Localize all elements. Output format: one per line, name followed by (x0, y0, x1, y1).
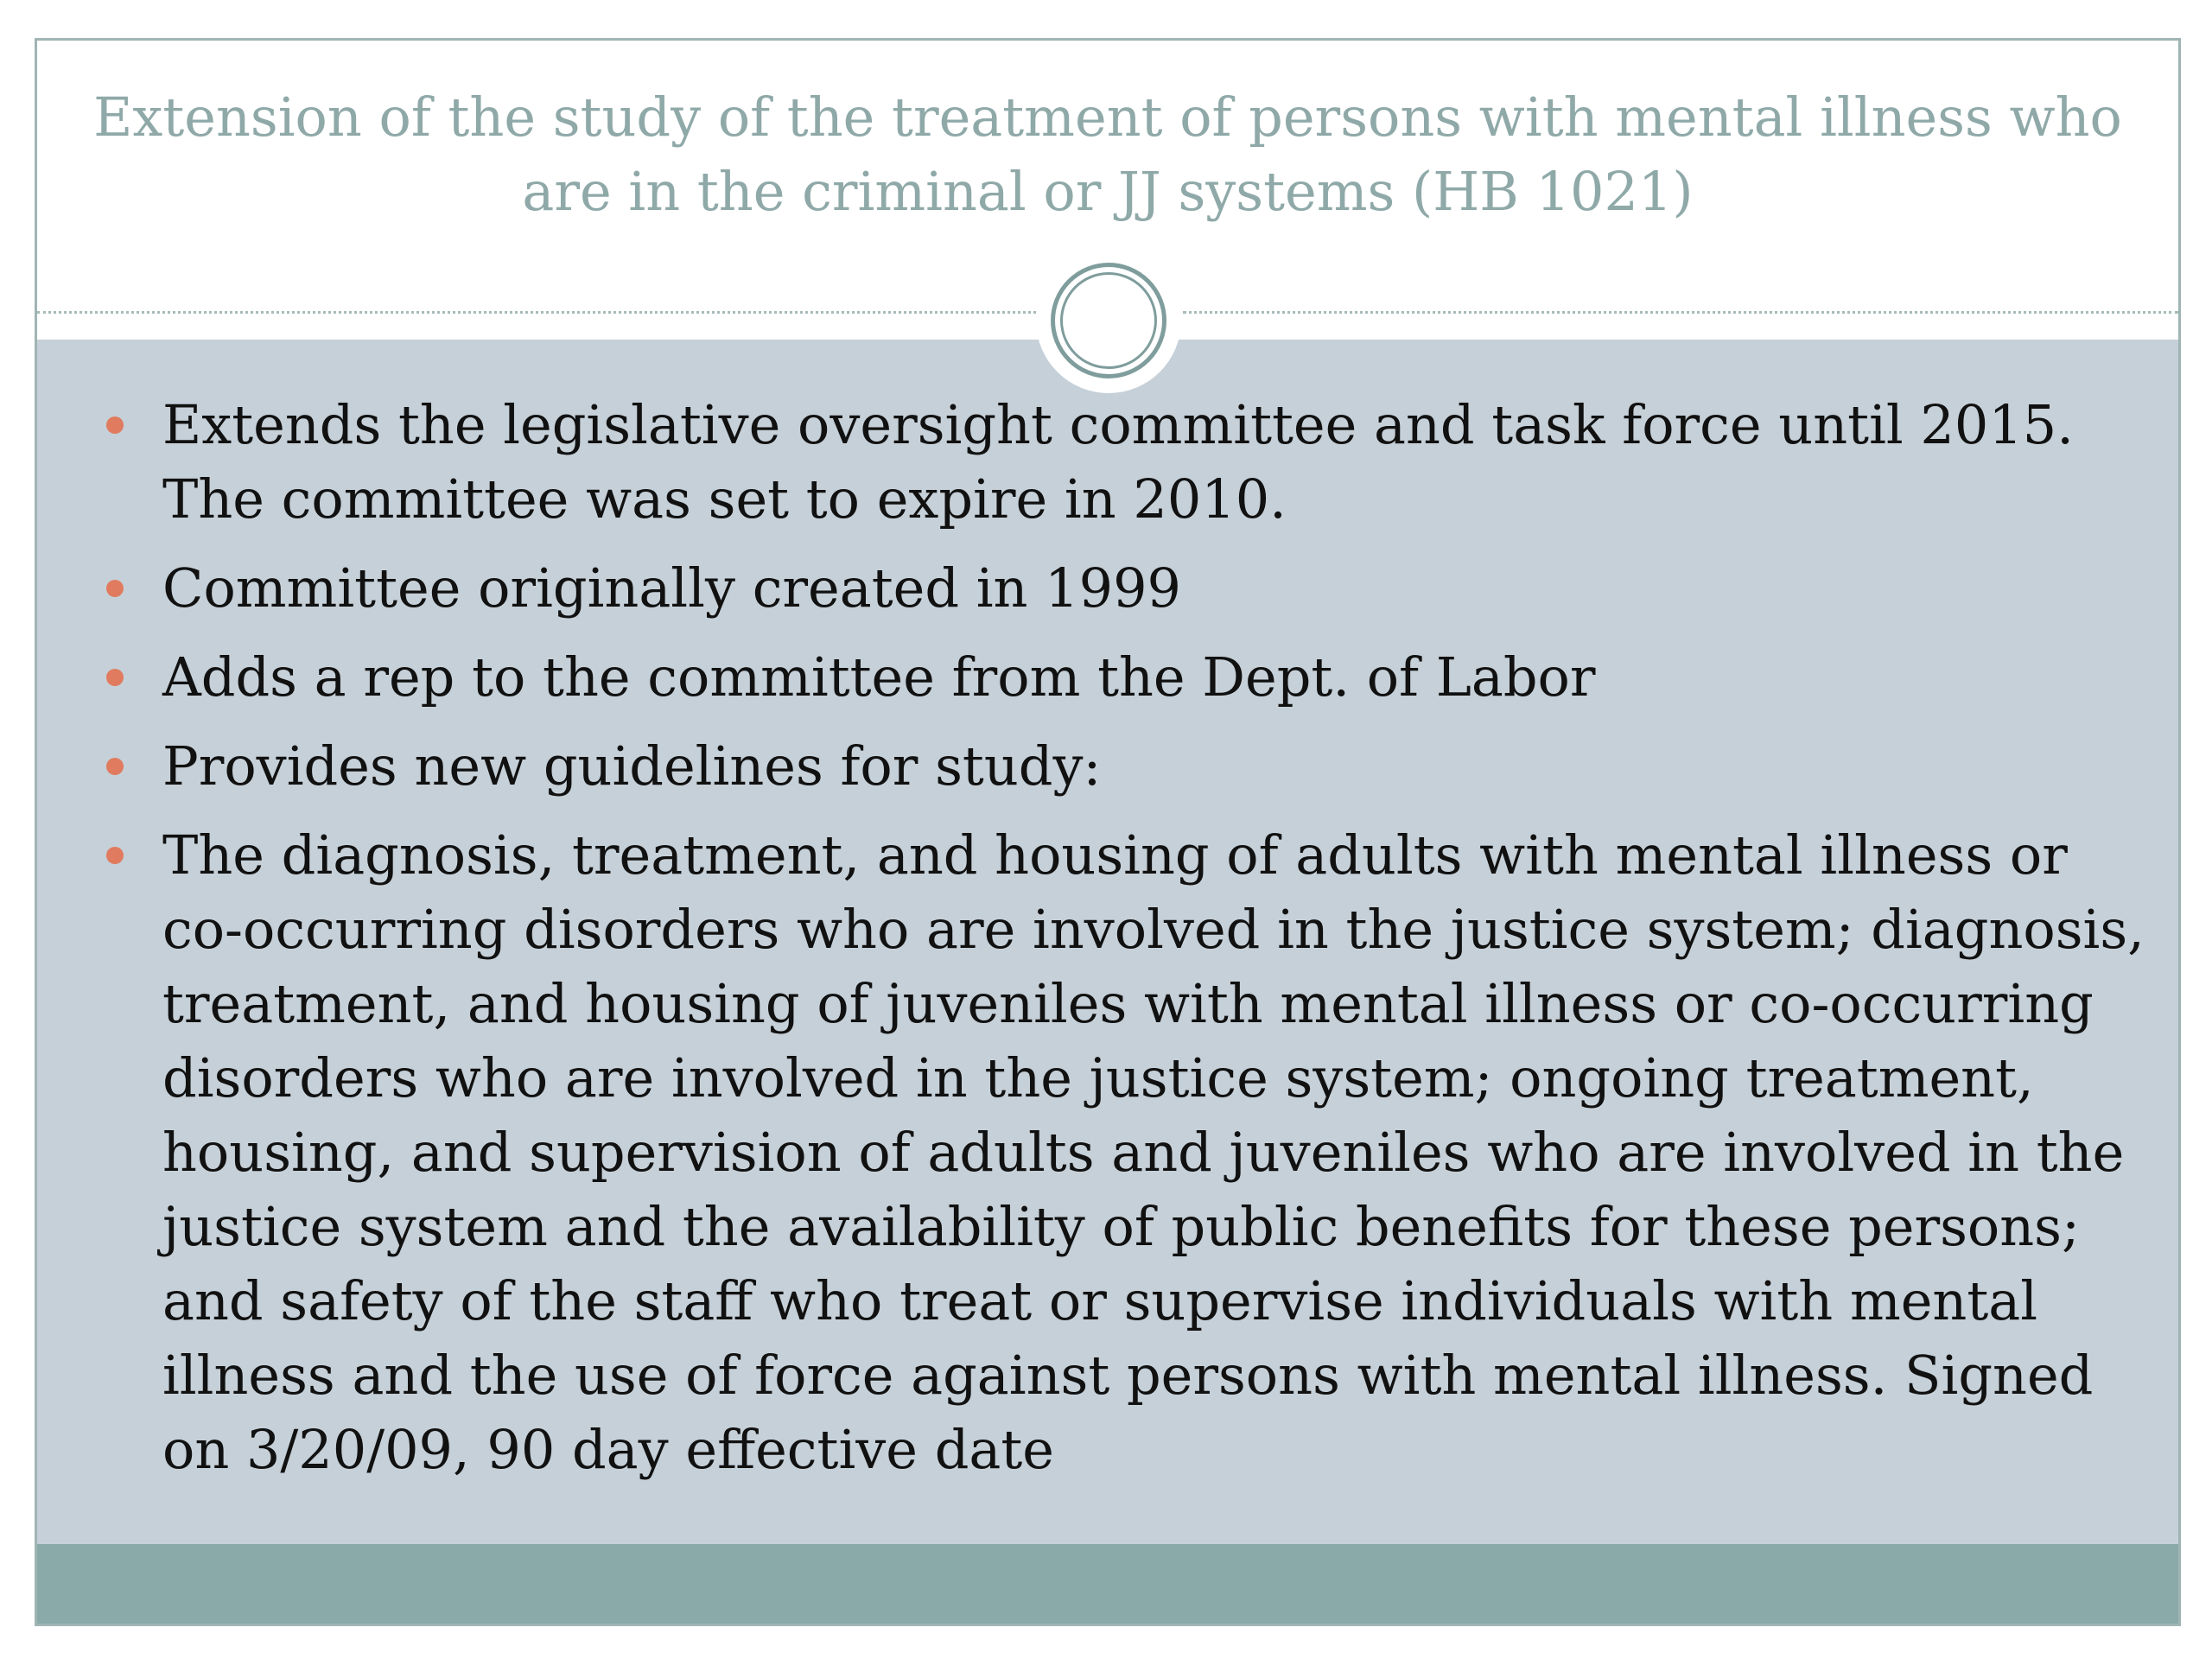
bullet-dot-icon (106, 580, 124, 597)
bullet-text: Adds a rep to the committee from the Dept. of Labor (162, 645, 1596, 709)
footer-band (37, 1544, 2178, 1624)
bullet-list (162, 388, 2150, 1502)
slide-title: Extension of the study of the treatment of persons with mental illness who are in the criminal or JJ systems (HB 1021) (93, 86, 2122, 223)
bullet-text: Provides new guidelines for study: (162, 734, 1102, 798)
bullet-dot-icon (106, 758, 124, 775)
bullet-text: Extends the legislative oversight committee and task force until 2015. The committee was set to expire in 2010. (162, 393, 2074, 531)
list-item (162, 729, 2150, 804)
bullet-dot-icon (106, 847, 124, 864)
bullet-dot-icon (106, 416, 124, 434)
bullet-dot-icon (106, 669, 124, 686)
bullet-text: The diagnosis, treatment, and housing of adults with mental illness or co-occurring disorders who are involved in the justice system; diagnosis, treatment, and housing of juveniles with mental illness or co-occurring disorders who are involved in the justice system; ongoing treatment, housing, and supervision of adults and juveniles who are involved in the justice system and the availability of public benefits for these persons; and safety of the staff who treat or supervise individuals with mental illness and the use of force against persons with mental illness. Signed on 3/20/09, 90 day effective date (162, 823, 2145, 1481)
double-circle-inner-ring (1060, 272, 1157, 369)
list-item (162, 818, 2150, 1487)
list-item (162, 551, 2150, 626)
list-item (162, 388, 2150, 537)
bullet-text: Committee originally created in 1999 (162, 556, 1181, 620)
list-item (162, 640, 2150, 715)
title-divider-right (1183, 311, 2178, 314)
double-circle-icon (1051, 263, 1166, 378)
slide (35, 38, 2181, 1626)
title-divider-left (37, 311, 1062, 314)
